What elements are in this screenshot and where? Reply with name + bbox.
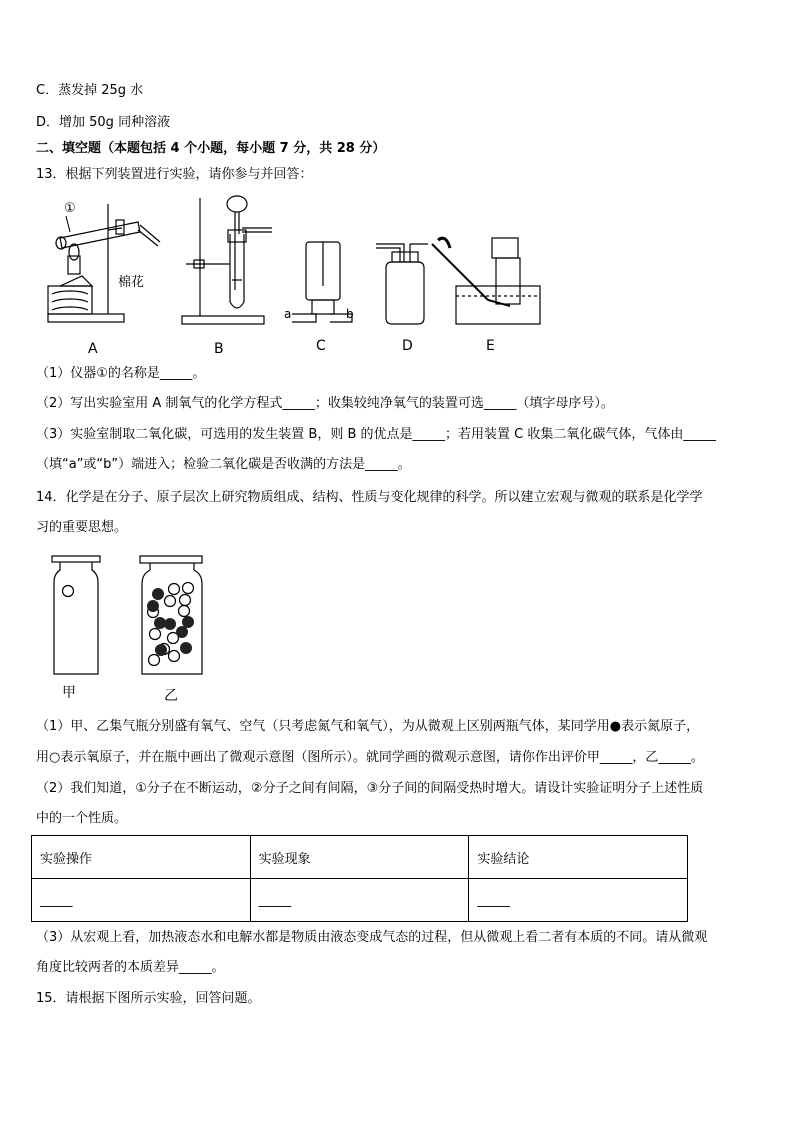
circled-one-label: ① — [64, 201, 76, 216]
question-13: 13．根据下列装置进行实验，请你参与并回答： — [36, 167, 313, 182]
port-b-label: b — [346, 307, 354, 321]
q14-part1-line2: 用○表示氧原子，并在瓶中画出了微观示意图（图所示）。就同学画的微观示意图，请你作出评价甲_____，乙_____。 — [36, 750, 704, 765]
table-blank-cell: _____ — [469, 879, 688, 922]
jar-yi-label: 乙 — [164, 688, 178, 704]
q14-part2-line1: （2）我们知道，①分子在不断运动，②分子之间有间隔，③分子间的间隔受热时增大。请设计实验证明分子上述性质 — [36, 781, 704, 796]
apparatus-figure — [30, 190, 570, 358]
table-header-cell: 实验结论 — [469, 836, 688, 879]
q13-part3-line1: （3）实验室制取二氧化碳，可选用的发生装置 B，则 B 的优点是_____；若用装置 C 收集二氧化碳气体，气体由_____ — [36, 427, 716, 442]
label-d: D — [402, 338, 413, 354]
label-b: B — [214, 341, 224, 357]
label-a: A — [88, 341, 98, 357]
cotton-label: 棉花 — [118, 275, 145, 290]
experiment-table — [31, 835, 688, 922]
table-header-cell: 实验操作 — [32, 836, 251, 879]
table-header-cell: 实验现象 — [250, 836, 469, 879]
label-c: C — [316, 338, 326, 354]
q13-part3-line2: （填“a”或“b”）端进入；检验二氧化碳是否收满的方法是_____。 — [36, 457, 411, 472]
section-heading: 二、填空题（本题包括 4 个小题，每小题 7 分，共 28 分） — [36, 141, 386, 156]
label-e: E — [486, 338, 495, 354]
table-blank-cell: _____ — [32, 879, 251, 922]
question-15: 15．请根据下图所示实验，回答问题。 — [36, 991, 261, 1006]
option-c: C．蒸发掉 25g 水 — [36, 83, 144, 98]
option-d: D．增加 50g 同种溶液 — [36, 115, 171, 130]
table-header-row — [32, 836, 688, 879]
q14-part3-line2: 角度比较两者的本质差异_____。 — [36, 960, 225, 975]
question-14-line1: 14．化学是在分子、原子层次上研究物质组成、结构、性质与变化规律的科学。所以建立宏观与微观的联系是化学学 — [36, 490, 703, 505]
q13-part1: （1）仪器①的名称是_____。 — [36, 366, 206, 381]
port-a-label: a — [284, 307, 292, 321]
q13-part2: （2）写出实验室用 A 制氧气的化学方程式_____；收集较纯净氧气的装置可选_____（填字母序号）。 — [36, 396, 614, 411]
question-14-line2: 习的重要思想。 — [36, 520, 128, 535]
q14-part1-line1: （1）甲、乙集气瓶分别盛有氧气、空气（只考虑氮气和氧气），为从微观上区别两瓶气体，某同学用●表示氮原子， — [36, 719, 700, 734]
table-row — [32, 879, 688, 922]
gas-jar-figure — [48, 552, 248, 712]
q14-part2-line2: 中的一个性质。 — [36, 811, 128, 826]
q14-part3-line1: （3）从宏观上看，加热液态水和电解水都是物质由液态变成气态的过程，但从微观上看二者有本质的不同。请从微观 — [36, 930, 708, 945]
table-blank-cell: _____ — [250, 879, 469, 922]
jar-jia-label: 甲 — [62, 685, 76, 701]
